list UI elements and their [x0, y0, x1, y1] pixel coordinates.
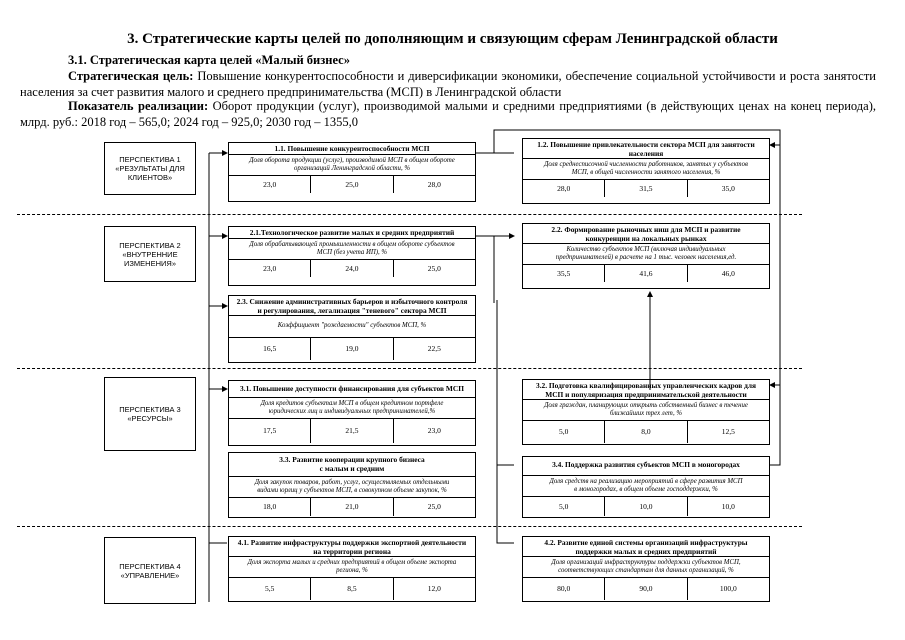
- goal-value: 5,0: [558, 501, 569, 511]
- page-title: 3. Стратегические карты целей по дополняющим и связующим сферам Ленинградской области: [127, 31, 778, 47]
- goal-title: 3.4. Поддержка развития субъектов МСП в моногородах: [523, 457, 769, 476]
- goal-value: 22,5: [393, 338, 475, 360]
- goal-title: 4.2. Развитие единой системы организаций инфраструктуры поддержки малых и средних предприятий: [523, 537, 769, 557]
- perspective-4: ПЕРСПЕКТИВА 4 «УПРАВЛЕНИЕ»: [104, 537, 196, 604]
- goal-4-1: [228, 536, 476, 602]
- goal-metric: Коэффициент "рождаемости" субъектов МСП, %: [229, 316, 475, 338]
- goal-value: 25,0: [310, 176, 392, 193]
- goal-value: 35,0: [687, 180, 769, 197]
- goal-metric: Доля организаций инфраструктуры поддержки субъектов МСП, соответствующих стандартам для данных организаций, %: [523, 557, 769, 578]
- goal-value: 23,0: [393, 419, 475, 443]
- goal-value: 8,0: [604, 421, 686, 443]
- goal-value: 31,5: [604, 180, 686, 197]
- goal-metric: Количество субъектов МСП (включая индивидуальных предпринимателей) в расчете на 1 тыс. человек населения,ед.: [523, 244, 769, 265]
- goal-value: 5,0: [558, 427, 569, 436]
- goal-metric: Доля экспорта малых и средних предприятий в общем объеме экспорта региона, %: [229, 557, 475, 578]
- goal-title: 2.2. Формирование рыночных ниш для МСП и развитие конкуренции на локальных рынках: [523, 224, 769, 244]
- perspective-3: ПЕРСПЕКТИВА 3 «РЕСУРСЫ»: [104, 377, 196, 451]
- perspective-1: ПЕРСПЕКТИВА 1 «РЕЗУЛЬТАТЫ ДЛЯ КЛИЕНТОВ»: [104, 142, 196, 195]
- map-subtitle: 3.1. Стратегическая карта целей «Малый бизнес»: [68, 53, 350, 67]
- goal-value: 23,0: [263, 179, 277, 189]
- goal-title: 1.1. Повышение конкурентоспособности МСП: [229, 143, 475, 155]
- goal-value: 41,6: [604, 265, 686, 282]
- goal-value: 18,0: [263, 502, 277, 511]
- goal-2-1: [228, 226, 476, 286]
- goal-title: 1.2. Повышение привлекательности сектора МСП для занятости населения: [523, 139, 769, 159]
- strategic-goal-text: Повышение конкурентоспособности и диверсификации экономики, обеспечение социальной устойчивости и роста занятости населения за счет развития малого и среднего предпринимательства (МСП) в Ленинградской области: [20, 69, 876, 99]
- goal-value: 8,5: [310, 578, 392, 600]
- goal-metric: Доля закупок товаров, работ, услуг, осуществляемых отдельными видами юрлиц у субъектов МСП, в совокупном объеме закупок, %: [229, 477, 475, 498]
- goal-2-2: [522, 223, 770, 289]
- goal-metric: Доля оборота продукции (услуг), производимой МСП в общем обороте организаций Ленинградской области, %: [229, 155, 475, 176]
- goal-2-3: [228, 295, 476, 363]
- goal-value: 90,0: [604, 578, 686, 600]
- goal-metric: Доля граждан, планирующих открыть собственный бизнес в течение ближайших трех лет, %: [523, 400, 769, 421]
- goal-3-3: [228, 452, 476, 518]
- goal-title: 2.3. Снижение административных барьеров и избыточного контроля и регулирования, легализация "теневого" сектора МСП: [229, 296, 475, 316]
- goal-value: 12,5: [687, 421, 769, 443]
- goal-value: 12,0: [393, 578, 475, 600]
- goal-title: 3.2. Подготовка квалифицированных управленческих кадров для МСП и популяризация предпринимательской деятельности: [523, 380, 769, 400]
- goal-title: 4.1. Развитие инфраструктуры поддержки экспортной деятельности на территории региона: [229, 537, 475, 557]
- goal-value: 17,5: [263, 425, 277, 435]
- perspective-2: ПЕРСПЕКТИВА 2 «ВНУТРЕННИЕ ИЗМЕНЕНИЯ»: [104, 226, 196, 282]
- goal-value: 10,0: [687, 497, 769, 516]
- goal-value: 28,0: [557, 184, 571, 193]
- goal-value: 10,0: [604, 497, 686, 516]
- goal-value: 100,0: [687, 578, 769, 600]
- goal-4-2: [522, 536, 770, 602]
- goal-3-2: [522, 379, 770, 445]
- goal-value: 35,5: [557, 269, 571, 278]
- goal-value: 28,0: [393, 176, 475, 193]
- goal-metric: Доля средств на реализацию мероприятий в сфере развития МСП в моногородах, в общем объеме господдержки, %: [523, 476, 769, 497]
- goal-value: 46,0: [687, 265, 769, 282]
- goal-title: 3.1. Повышение доступности финансирования для субъектов МСП: [229, 381, 475, 398]
- goal-value: 21,5: [310, 419, 392, 443]
- indicator-label: Показатель реализации:: [68, 99, 209, 113]
- goal-value: 23,0: [263, 263, 277, 273]
- goal-value: 16,5: [263, 344, 277, 353]
- goal-3-4: [522, 456, 770, 518]
- goal-value: 24,0: [310, 260, 392, 277]
- goal-title: 3.3. Развитие кооперации крупного бизнеса с малым и средним: [229, 453, 475, 477]
- goal-1-1: [228, 142, 476, 202]
- goal-1-2: [522, 138, 770, 204]
- strategic-goal-label: Стратегическая цель:: [68, 69, 194, 83]
- goal-value: 25,0: [393, 498, 475, 516]
- goal-value: 80,0: [557, 584, 571, 593]
- goal-title: 2.1.Технологическое развитие малых и средних предприятий: [229, 227, 475, 239]
- goal-metric: Доля обрабатывающей промышленности в общем обороте субъектов МСП (без учета ИП), %: [229, 239, 475, 260]
- goal-value: 5,5: [264, 584, 275, 593]
- goal-value: 19,0: [310, 338, 392, 360]
- goal-value: 25,0: [393, 260, 475, 277]
- goal-metric: Доля среднесписочной численности работников, занятых у субъектов МСП, в общей численности занятого населения, %: [523, 159, 769, 180]
- goal-3-1: [228, 380, 476, 446]
- goal-value: 21,0: [310, 498, 392, 516]
- indicator-text: Оборот продукции (услуг), производимой малыми и средними предприятиями (в действующих ценах на конец периода), млрд. руб.: 2018 год – 565,0; 2024 год – 925,0; 2030 год – 1355,0: [20, 99, 876, 129]
- goal-metric: Доля кредитов субъектам МСП в общем кредитном портфеле юридических лиц и индивидуальных предпринимателей,%: [229, 398, 475, 419]
